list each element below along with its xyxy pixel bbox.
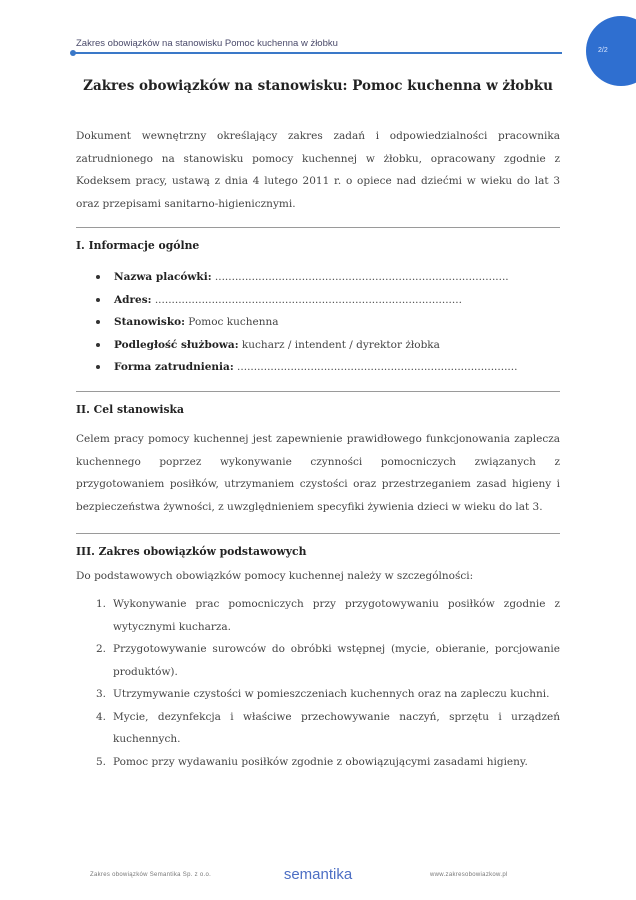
- intro-paragraph: Dokument wewnętrzny określający zakres zadań i odpowiedzialności pracownika zatrudnionego na stanowisku pomocy kuchennej w żłobku, opracowany zgodnie z Kodeksem pracy, ustawą z dnia 4 lutego 2011 r. o opiece nad dziećmi w wieku do lat 3 oraz przepisami sanitarno-higienicznymi.: [76, 130, 560, 210]
- item-text: Przygotowywanie surowców do obróbki wstępnej (mycie, obieranie, porcjowanie produktów).: [113, 643, 560, 678]
- duties-lead: Do podstawowych obowiązków pomocy kuchennej należy w szczególności:: [76, 570, 474, 582]
- item-value: kucharz / intendent / dyrektor żłobka: [238, 338, 440, 351]
- section-divider: [76, 391, 560, 392]
- item-label: Stanowisko:: [114, 316, 185, 328]
- list-item: [96, 706, 560, 751]
- purpose-paragraph: Celem pracy pomocy kuchennej jest zapewnienie prawidłowego funkcjonowania zaplecza kuchennego poprzez wykonywanie czynności pomocniczych związanych z przygotowaniem posiłków, utrzymaniem czystości oraz przestrzeganiem zasad higieny i bezpieczeństwa żywności, z uwzględnieniem specyfiki żywienia dzieci w wieku do lat 3.: [76, 433, 560, 513]
- item-text: Utrzymywanie czystości w pomieszczeniach kuchennych oraz na zapleczu kuchni.: [113, 688, 550, 700]
- item-label: Nazwa placówki:: [114, 271, 212, 283]
- item-number: 5.: [96, 755, 107, 768]
- list-item: [96, 266, 517, 289]
- header-divider: [72, 52, 562, 54]
- list-item: [96, 751, 560, 774]
- list-item: [96, 683, 560, 706]
- item-number: 3.: [96, 688, 107, 700]
- section-divider: [76, 533, 560, 534]
- list-item: [96, 638, 560, 683]
- general-info-list: [96, 266, 517, 379]
- section-divider: [76, 227, 560, 228]
- page-number: 2/2: [598, 47, 608, 54]
- item-number: 1.: [96, 598, 107, 610]
- page-number-badge: [586, 16, 636, 86]
- section-heading-general: I. Informacje ogólne: [76, 239, 200, 252]
- item-label: Adres:: [114, 293, 152, 306]
- item-label: Podległość służbowa:: [114, 338, 239, 351]
- footer-website-link[interactable]: www.zakresobowiazkow.pl: [430, 872, 508, 878]
- item-value: ............................................................................................: [151, 293, 462, 306]
- section-heading-duties: III. Zakres obowiązków podstawowych: [76, 545, 307, 558]
- list-item: [96, 334, 517, 357]
- duties-list: [96, 593, 560, 773]
- item-number: 4.: [96, 710, 107, 723]
- item-value: Pomoc kuchenna: [184, 316, 279, 328]
- list-item: [96, 289, 517, 312]
- item-number: 2.: [96, 643, 107, 655]
- item-text: Pomoc przy wydawaniu posiłków zgodnie z obowiązującymi zasadami higieny.: [113, 755, 528, 768]
- item-value: ....................................................................................: [233, 361, 518, 373]
- section-heading-purpose: II. Cel stanowiska: [76, 403, 185, 416]
- footer-company: Zakres obowiązków Semantika Sp. z o.o.: [90, 872, 212, 878]
- item-text: Mycie, dezynfekcja i właściwe przechowywanie naczyń, sprzętu i urządzeń kuchennych.: [113, 710, 560, 745]
- item-label: Forma zatrudnienia:: [114, 361, 234, 373]
- document-title: Zakres obowiązków na stanowisku: Pomoc kuchenna w żłobku: [83, 78, 553, 94]
- list-item: [96, 356, 517, 379]
- list-item: [96, 593, 560, 638]
- running-header: Zakres obowiązków na stanowisku Pomoc kuchenna w żłobku: [76, 38, 338, 49]
- list-item: [96, 311, 517, 334]
- item-text: Wykonywanie prac pomocniczych przy przygotowywaniu posiłków zgodnie z wytycznymi kucharza.: [113, 598, 560, 633]
- footer-logo: semantika: [283, 866, 353, 883]
- item-value: ........................................................................................: [211, 271, 509, 283]
